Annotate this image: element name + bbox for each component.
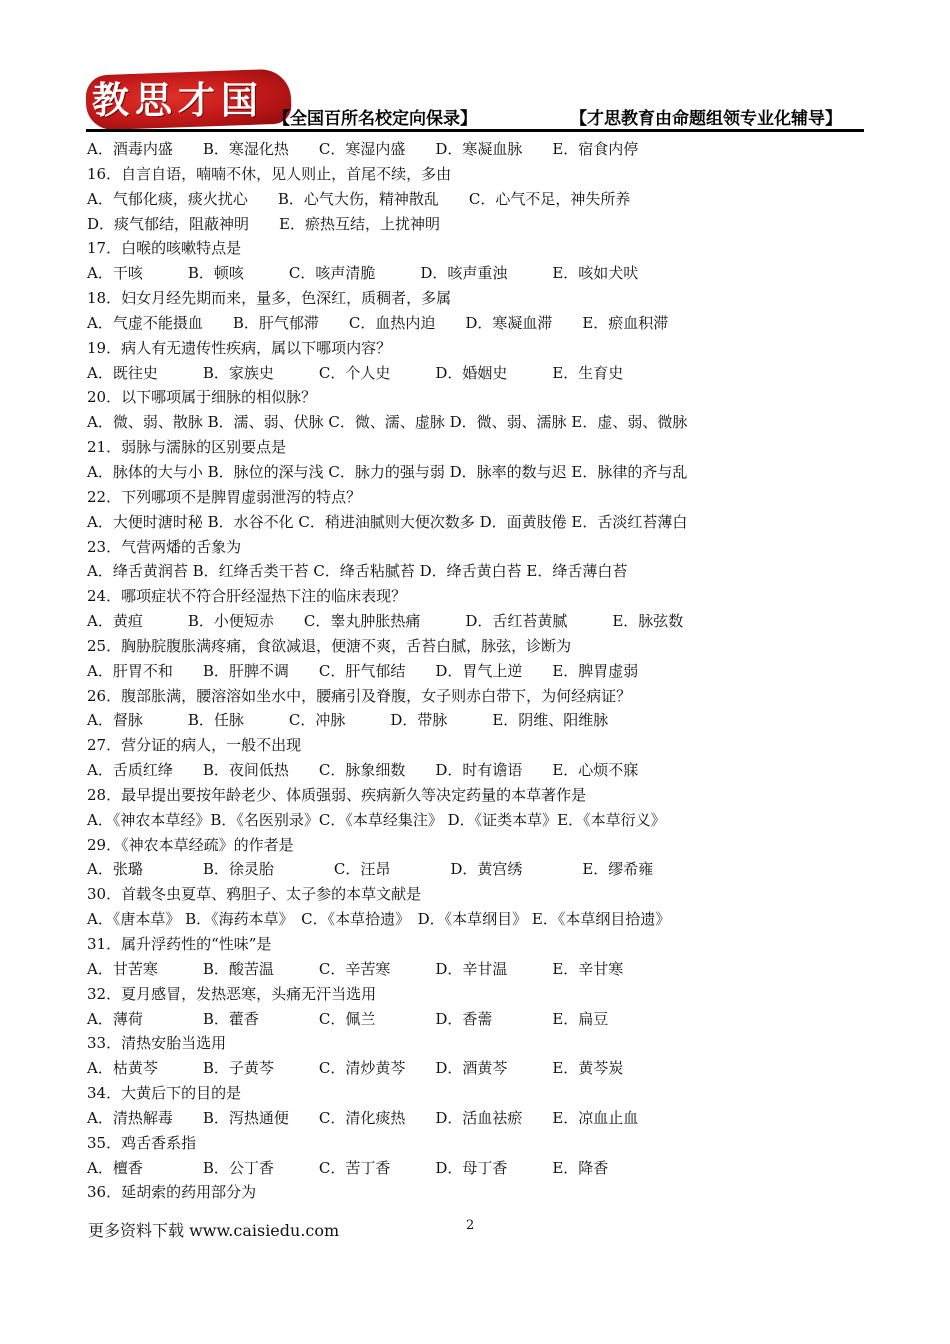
answer-options: A．脉体的大与小 B．脉位的深与浅 C．脉力的强与弱 D．脉率的数与迟 E．脉律的齐与乱 (87, 462, 688, 481)
question-stem: 19．病人有无遗传性疾病，属以下哪项内容？ (87, 338, 392, 357)
question-stem: 25．胸胁脘腹胀满疼痛，食欲减退，便溏不爽，舌苔白腻，脉弦，诊断为 (87, 636, 572, 655)
logo-text: 教思才国 (92, 78, 264, 122)
answer-options: A．气虚不能摄血 B．肝气郁滞 C．血热内迫 D．寒凝血滞 E．瘀血积滞 (87, 313, 669, 332)
question-stem: 17．白喉的咳嗽特点是 (87, 239, 242, 258)
answer-options: A．《唐本草》 B．《海药本草》 C．《本草拾遗》 D．《本草纲目》 E．《本草纲目拾遗》 (87, 910, 671, 929)
answer-options: A．黄疸 B．小便短赤 C．睾丸肿胀热痛 D．舌红苔黄腻 E．脉弦数 (87, 612, 684, 631)
question-stem: 31．属升浮药性的“性味”是 (87, 935, 272, 953)
question-stem: 27．营分证的病人，一般不出现 (87, 736, 302, 755)
header-slogan-right: 【才思教育由命题组领专业化辅导】 (570, 109, 842, 129)
answer-options: A．甘苦寒 B．酸苦温 C．辛苦寒 D．辛甘温 E．辛甘寒 (87, 959, 624, 978)
question-stem: 20．以下哪项属于细脉的相似脉？ (87, 388, 317, 407)
answer-options: A．清热解毒 B．泻热通便 C．清化痰热 D．活血祛瘀 E．凉血止血 (87, 1108, 639, 1127)
question-stem: 22．下列哪项不是脾胃虚弱泄泻的特点？ (87, 487, 362, 506)
header-slogan-left: 【全国百所名校定向保录】 (273, 109, 477, 129)
answer-options: A．微、弱、散脉 B．濡、弱、伏脉 C．微、濡、虚脉 D．微、弱、濡脉 E．虚、弱、微脉 (87, 413, 688, 432)
page-header (86, 72, 876, 134)
answer-options: A．薄荷 B．藿香 C．佩兰 D．香薷 E．扁豆 (87, 1009, 609, 1028)
answer-options: A．枯黄芩 B．子黄芩 C．清炒黄芩 D．酒黄芩 E．黄芩炭 (87, 1059, 624, 1078)
answer-options: A．檀香 B．公丁香 C．苦丁香 D．母丁香 E．降香 (87, 1158, 609, 1177)
question-stem: 21．弱脉与濡脉的区别要点是 (87, 438, 287, 457)
question-stem: 32．夏月感冒，发热恶寒，头痛无汗当选用 (87, 984, 377, 1003)
question-stem: 16．自言自语，喃喃不休，见人则止，首尾不续，多由 (87, 164, 452, 183)
footer-download-link[interactable]: 更多资料下载 www.caisiedu.com (88, 1221, 340, 1240)
answer-options: A．《神农本草经》B．《名医别录》C．《本草经集注》 D．《证类本草》E．《本草衍义》 (87, 810, 666, 829)
page-number: 2 (466, 1218, 475, 1233)
answer-options: A．既往史 B．家族史 C．个人史 D．婚姻史 E．生育史 (87, 363, 624, 382)
header-rule (86, 129, 864, 132)
question-stem: 26．腹部胀满，腰溶溶如坐水中，腰痛引及脊腹，女子则赤白带下，为何经病证？ (87, 686, 632, 705)
question-stem: 24．哪项症状不符合肝经湿热下注的临床表现？ (87, 587, 407, 606)
question-stem: 35．鸡舌香系指 (87, 1133, 197, 1152)
question-stem: 18．妇女月经先期而来，量多，色深红，质稠者，多属 (87, 289, 452, 308)
answer-options: A．张璐 B．徐灵胎 C．汪昂 D．黄宫绣 E．缪希雍 (87, 860, 654, 879)
answer-options: A．干咳 B．顿咳 C．咳声清脆 D．咳声重浊 E．咳如犬吠 (87, 264, 639, 283)
question-stem: 29．《神农本草经疏》的作者是 (87, 835, 294, 854)
question-list (87, 137, 877, 1205)
answer-options: A．舌质红绛 B．夜间低热 C．脉象细数 D．时有谵语 E．心烦不寐 (87, 761, 639, 780)
answer-options: A．绛舌黄润苔 B．红绛舌类干苔 C．绛舌粘腻苔 D．绛舌黄白苔 E．绛舌薄白苔 (87, 562, 628, 581)
question-stem: 28．最早提出要按年龄老少、体质强弱、疾病新久等决定药量的本草著作是 (87, 785, 587, 804)
answer-options: A．气郁化痰，痰火扰心 B．心气大伤，精神散乱 C．心气不足，神失所养 (87, 189, 631, 208)
question-stem: 23．气营两燔的舌象为 (87, 537, 242, 556)
answer-options: A．大便时溏时秘 B．水谷不化 C．稍进油腻则大便次数多 D．面黄肢倦 E．舌淡红苔薄白 (87, 512, 688, 531)
answer-options: D．痰气郁结，阻蔽神明 E．瘀热互结，上扰神明 (87, 214, 440, 233)
answer-options: A．督脉 B．任脉 C．冲脉 D．带脉 E．阴维、阳维脉 (87, 711, 609, 730)
question-stem: 30．首载冬虫夏草、鸦胆子、太子参的本草文献是 (87, 885, 422, 904)
question-stem: 36．延胡索的药用部分为 (87, 1183, 257, 1202)
question-stem: 33．清热安胎当选用 (87, 1034, 227, 1053)
answer-options: A．肝胃不和 B．肝脾不调 C．肝气郁结 D．胃气上逆 E．脾胃虚弱 (87, 661, 639, 680)
answer-options: A．酒毒内盛 B．寒湿化热 C．寒湿内盛 D．寒凝血脉 E．宿食内停 (87, 140, 639, 158)
question-stem: 34．大黄后下的目的是 (87, 1084, 242, 1103)
